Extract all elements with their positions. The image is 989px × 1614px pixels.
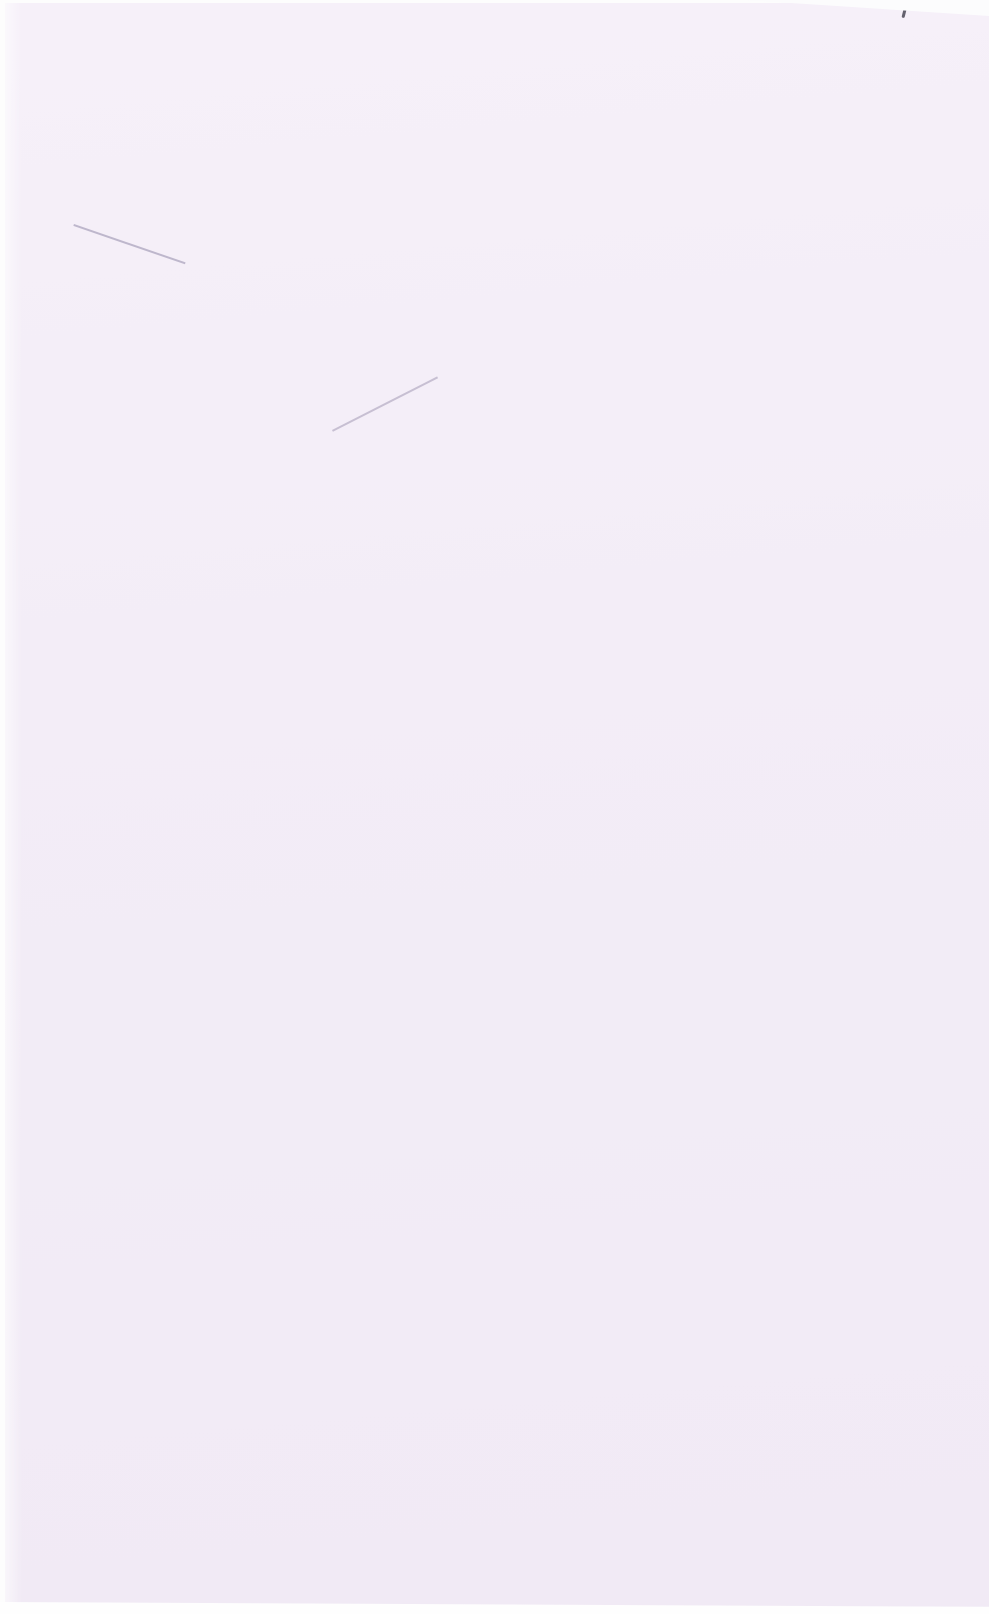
page-content bbox=[88, 0, 886, 126]
